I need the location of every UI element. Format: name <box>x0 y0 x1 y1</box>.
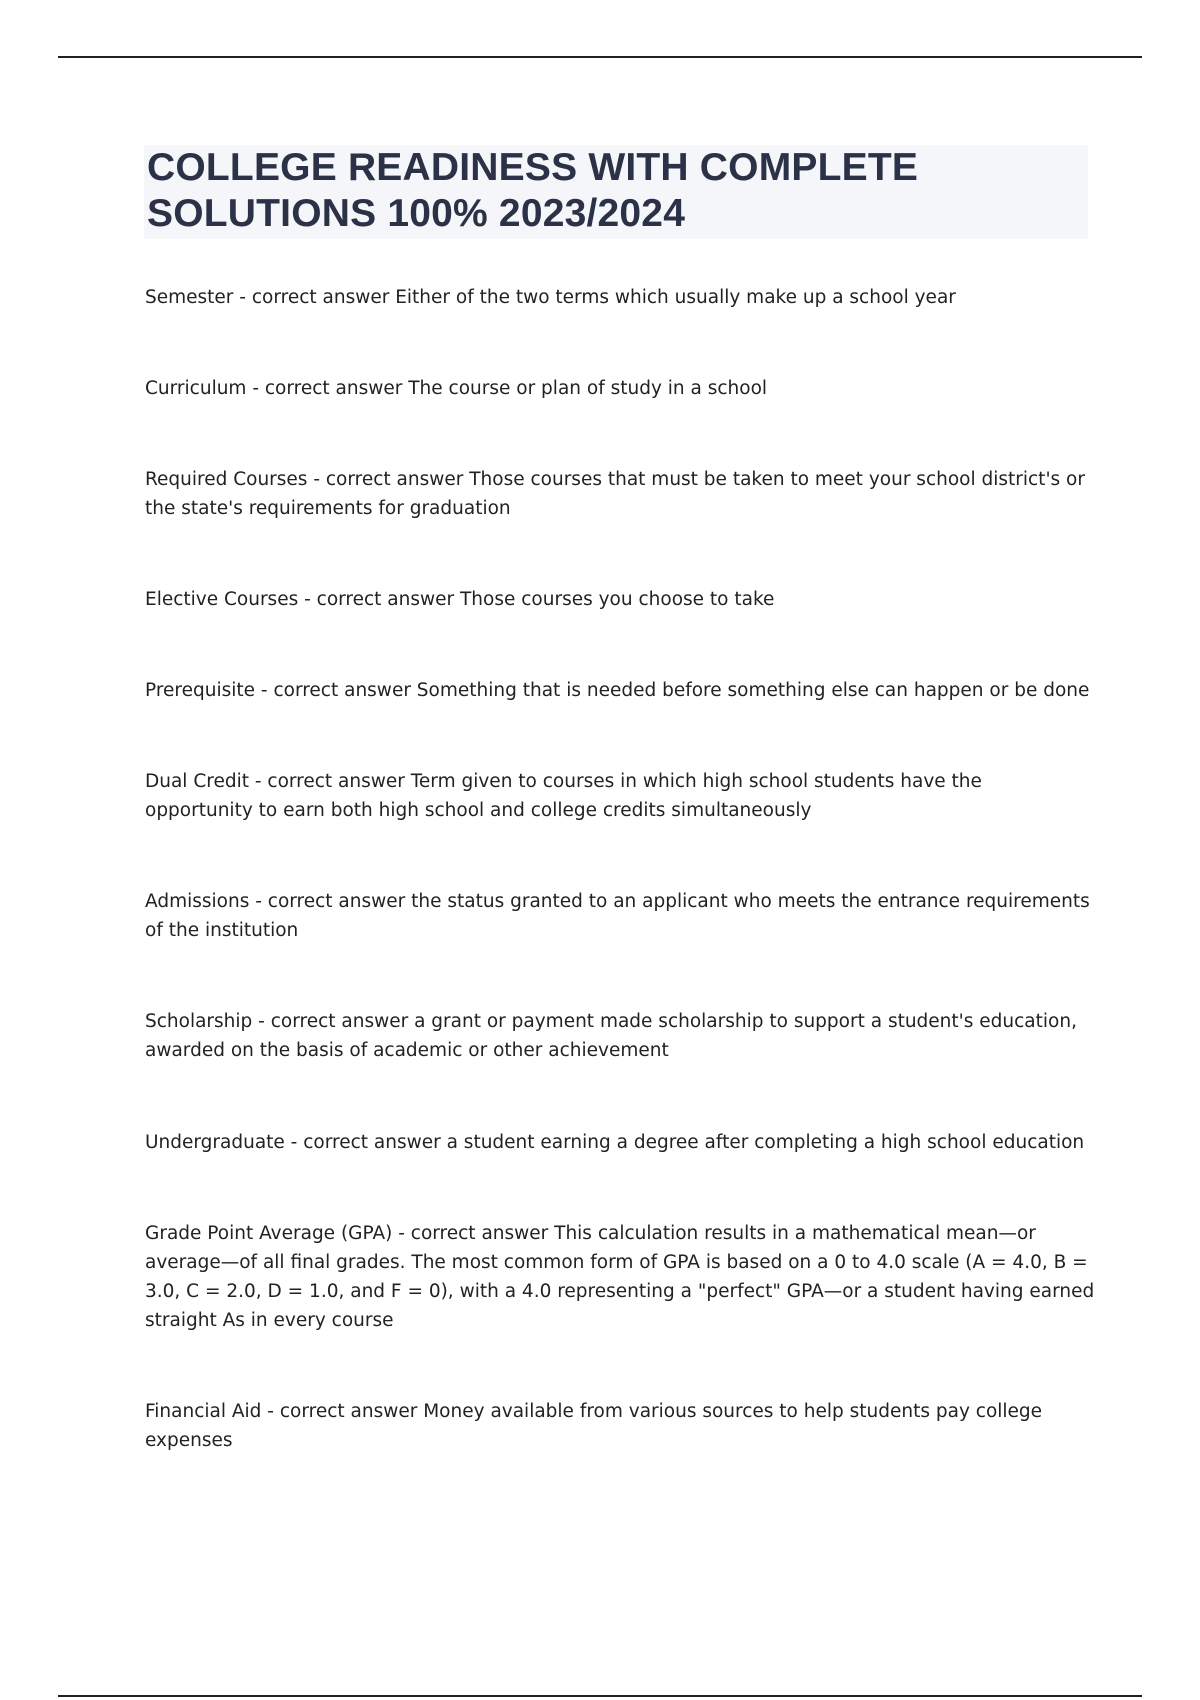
entry-financial-aid: Financial Aid - correct answer Money available from various sources to help students pay college expenses <box>145 1401 1043 1451</box>
entry-required-courses: Required Courses - correct answer Those courses that must be taken to meet your school district's or the state's requirements for graduation <box>145 469 1085 519</box>
entry-prerequisite: Prerequisite - correct answer Something that is needed before something else can happen or be done <box>145 680 1090 701</box>
title-banner <box>144 145 1088 239</box>
entry-admissions: Admissions - correct answer the status granted to an applicant who meets the entrance requirements of the institution <box>145 891 1090 941</box>
entry-curriculum: Curriculum - correct answer The course or plan of study in a school <box>145 378 768 399</box>
entry-gpa: Grade Point Average (GPA) - correct answer This calculation results in a mathematical mean—or average—of all final grades. The most common form of GPA is based on a 0 to 4.0 scale (A = 4.0, B = 3.0, C = 2.0, D = 1.0, and F = 0), with a 4.0 representing a "perfect" GPA—or a student having earned straight As in every course <box>145 1223 1095 1331</box>
page-title: COLLEGE READINESS WITH COMPLETE SOLUTIONS 100% 2023/2024 <box>147 146 919 235</box>
entry-elective-courses: Elective Courses - correct answer Those courses you choose to take <box>145 589 775 610</box>
top-divider <box>58 56 1142 58</box>
bottom-divider <box>58 1695 1142 1697</box>
entry-dual-credit: Dual Credit - correct answer Term given to courses in which high school students have the opportunity to earn both high school and college credits simultaneously <box>145 771 982 821</box>
entry-semester: Semester - correct answer Either of the two terms which usually make up a school year <box>145 287 956 308</box>
entry-scholarship: Scholarship - correct answer a grant or payment made scholarship to support a student's education, awarded on the basis of academic or other achievement <box>145 1011 1077 1061</box>
entry-undergraduate: Undergraduate - correct answer a student earning a degree after completing a high school education <box>145 1132 1085 1153</box>
